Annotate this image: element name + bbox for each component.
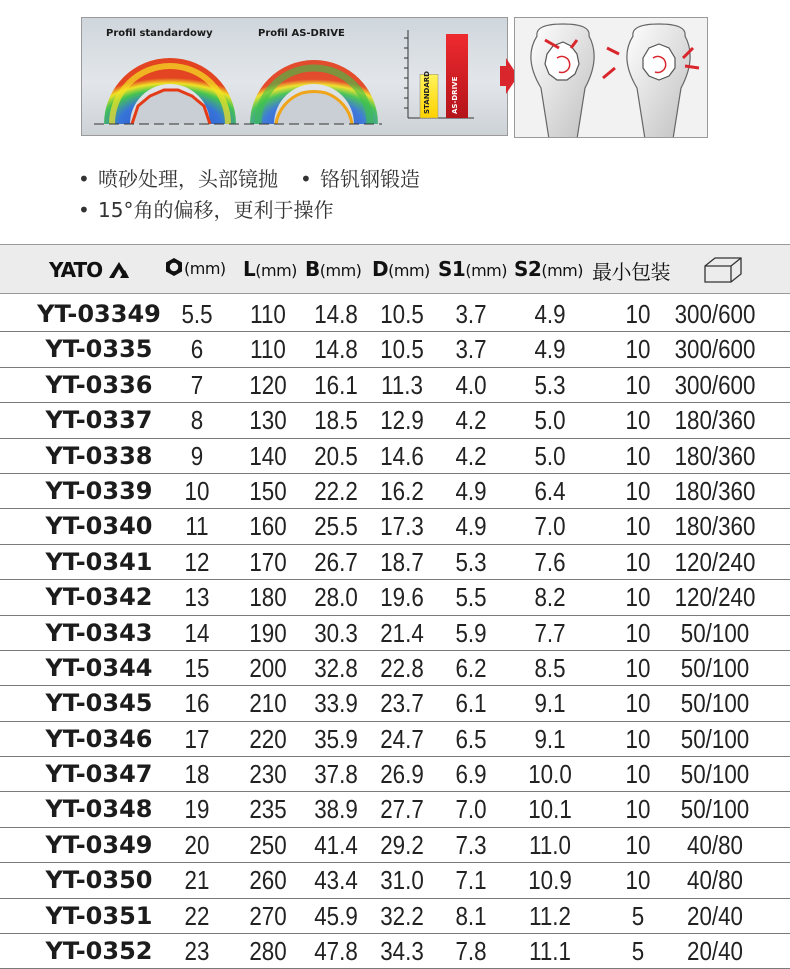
- cell-thickness-S1: 4.2: [455, 405, 487, 436]
- cell-min-pack: 10: [625, 688, 651, 719]
- bullet-row-1: [78, 164, 420, 195]
- header-size: [164, 257, 226, 279]
- cell-thickness-S1: 6.5: [455, 723, 487, 754]
- cell-product-code: YT-0349: [45, 830, 153, 859]
- cell-width-B: 14.8: [314, 299, 358, 329]
- bullet-text: 15°角的偏移，更利于操作: [98, 198, 334, 222]
- cell-depth-D: 32.2: [380, 900, 424, 931]
- box-icon: [702, 255, 744, 285]
- header-B: [305, 257, 361, 281]
- cell-depth-D: 10.5: [380, 299, 424, 329]
- table-row: [0, 297, 790, 332]
- cell-product-code: YT-0339: [45, 476, 153, 505]
- cell-carton-qty: 180/360: [674, 475, 756, 506]
- cell-min-pack: 10: [625, 440, 651, 471]
- cell-thickness-S1: 5.3: [455, 546, 487, 577]
- cell-min-pack: 5: [631, 936, 645, 967]
- cell-product-code: YT-0348: [45, 795, 153, 824]
- cell-size: 8: [190, 405, 204, 436]
- cell-size: 21: [184, 865, 210, 896]
- bullet-row-2: [78, 195, 420, 226]
- table-row: [0, 439, 790, 474]
- cell-thickness-S1: 6.9: [455, 759, 487, 790]
- cell-width-B: 22.2: [314, 475, 358, 506]
- cell-length-L: 130: [249, 405, 287, 436]
- cell-thickness-S2: 5.0: [534, 405, 566, 436]
- header-B-unit: (mm): [319, 261, 362, 280]
- cell-size: 14: [184, 617, 210, 648]
- cell-product-code: YT-0352: [45, 937, 153, 966]
- cell-length-L: 270: [249, 900, 287, 931]
- cell-product-code: YT-0346: [45, 724, 153, 753]
- cell-min-pack: 10: [625, 794, 651, 825]
- cell-length-L: 210: [249, 688, 287, 719]
- cell-thickness-S2: 11.0: [529, 829, 571, 860]
- cell-carton-qty: 180/360: [674, 511, 756, 542]
- table-row: [0, 863, 790, 898]
- spec-table-body: [0, 297, 790, 969]
- cell-width-B: 37.8: [314, 759, 358, 790]
- header-pack: 最小包装: [592, 260, 670, 284]
- header-L-unit: (mm): [255, 261, 297, 280]
- cell-size: 7: [190, 369, 204, 400]
- cell-length-L: 180: [249, 582, 287, 613]
- cell-depth-D: 23.7: [380, 688, 424, 719]
- bullet-text: 喷砂处理，头部镜抛: [98, 167, 278, 191]
- cell-width-B: 30.3: [314, 617, 358, 648]
- cell-min-pack: 10: [625, 405, 651, 436]
- cell-carton-qty: 180/360: [674, 440, 756, 471]
- cell-length-L: 220: [249, 723, 287, 754]
- cell-thickness-S2: 4.9: [534, 334, 566, 365]
- cell-thickness-S2: 5.3: [534, 369, 566, 400]
- cell-width-B: 47.8: [314, 936, 358, 967]
- cell-min-pack: 10: [625, 652, 651, 683]
- cell-thickness-S2: 6.4: [534, 475, 566, 506]
- cell-carton-qty: 300/600: [674, 334, 756, 365]
- header-B-label: B: [305, 257, 320, 281]
- cell-min-pack: 5: [631, 900, 645, 931]
- cell-depth-D: 16.2: [380, 475, 424, 506]
- cell-min-pack: 10: [625, 334, 651, 365]
- cell-width-B: 33.9: [314, 688, 358, 719]
- header-D-unit: (mm): [388, 261, 430, 280]
- header-S2-label: S2: [514, 257, 542, 281]
- cell-depth-D: 34.3: [380, 936, 424, 967]
- cell-length-L: 170: [249, 546, 287, 577]
- header-size-unit: (mm): [184, 259, 226, 278]
- table-row: [0, 403, 790, 438]
- cell-length-L: 200: [249, 652, 287, 683]
- cell-thickness-S2: 7.7: [534, 617, 566, 648]
- cell-length-L: 110: [250, 334, 286, 365]
- cell-thickness-S2: 4.9: [534, 299, 566, 329]
- cell-size: 19: [184, 794, 210, 825]
- header-L: [243, 257, 297, 281]
- cell-depth-D: 22.8: [380, 652, 424, 683]
- cell-carton-qty: 300/600: [674, 299, 756, 329]
- force-diagram: [514, 17, 708, 138]
- cell-thickness-S1: 7.0: [455, 794, 487, 825]
- cell-product-code: YT-0336: [45, 370, 153, 399]
- cell-width-B: 16.1: [314, 369, 358, 400]
- cell-thickness-S2: 5.0: [534, 440, 566, 471]
- cell-width-B: 41.4: [314, 829, 358, 860]
- feature-bullets: [78, 164, 420, 226]
- cell-length-L: 260: [249, 865, 287, 896]
- yato-logo-icon: [108, 261, 130, 279]
- table-row: [0, 757, 790, 792]
- cell-carton-qty: 50/100: [680, 652, 750, 683]
- header-S1-label: S1: [438, 257, 466, 281]
- cell-carton-qty: 50/100: [680, 759, 750, 790]
- bullet-dot: •: [78, 198, 90, 222]
- table-row: [0, 474, 790, 509]
- cell-min-pack: 10: [625, 723, 651, 754]
- standard-profile-label: Profil standardowy: [106, 28, 213, 39]
- cell-product-code: YT-0335: [45, 335, 153, 364]
- cell-min-pack: 10: [625, 299, 651, 329]
- nut-icon: [164, 257, 184, 277]
- cell-thickness-S1: 7.3: [455, 829, 487, 860]
- standard-bar-label: STANDARD: [423, 71, 431, 114]
- cell-depth-D: 29.2: [380, 829, 424, 860]
- cell-product-code: YT-0343: [45, 618, 153, 647]
- table-row: [0, 828, 790, 863]
- header-L-label: L: [243, 257, 256, 281]
- cell-carton-qty: 120/240: [674, 546, 756, 577]
- cell-thickness-S2: 9.1: [534, 688, 566, 719]
- cell-width-B: 32.8: [314, 652, 358, 683]
- cell-depth-D: 18.7: [380, 546, 424, 577]
- cell-thickness-S1: 5.9: [455, 617, 487, 648]
- table-row: [0, 934, 790, 969]
- cell-thickness-S2: 8.2: [534, 582, 566, 613]
- cell-thickness-S2: 10.9: [528, 865, 572, 896]
- cell-thickness-S1: 7.8: [455, 936, 487, 967]
- cell-length-L: 140: [249, 440, 287, 471]
- header-D-label: D: [372, 257, 389, 281]
- cell-length-L: 120: [249, 369, 287, 400]
- table-row: [0, 722, 790, 757]
- cell-min-pack: 10: [625, 617, 651, 648]
- bullet-dot: •: [78, 167, 90, 191]
- wrench-head-standard: [531, 24, 594, 138]
- cell-length-L: 160: [249, 511, 287, 542]
- wrench-head-force-graphic: [515, 18, 708, 138]
- cell-size: 10: [184, 475, 210, 506]
- cell-min-pack: 10: [625, 865, 651, 896]
- header-S2-unit: (mm): [541, 261, 583, 280]
- cell-thickness-S2: 11.2: [529, 900, 571, 931]
- cell-depth-D: 24.7: [380, 723, 424, 754]
- cell-product-code: YT-0345: [45, 689, 153, 718]
- cell-thickness-S2: 7.6: [534, 546, 566, 577]
- cell-depth-D: 10.5: [380, 334, 424, 365]
- cell-carton-qty: 300/600: [674, 369, 756, 400]
- yato-logo-text: YATO: [49, 258, 103, 282]
- table-row: [0, 545, 790, 580]
- table-row: [0, 332, 790, 367]
- cell-thickness-S2: 9.1: [534, 723, 566, 754]
- table-row: [0, 580, 790, 615]
- cell-thickness-S2: 10.0: [528, 759, 572, 790]
- cell-width-B: 20.5: [314, 440, 358, 471]
- table-row: [0, 686, 790, 721]
- cell-size: 17: [184, 723, 210, 754]
- cell-size: 12: [184, 546, 210, 577]
- cell-thickness-S1: 3.7: [455, 334, 487, 365]
- asdrive-profile-label: Profil AS-DRIVE: [258, 28, 345, 39]
- cell-size: 15: [184, 652, 210, 683]
- cell-thickness-S2: 7.0: [534, 511, 566, 542]
- cell-thickness-S1: 4.2: [455, 440, 487, 471]
- cell-depth-D: 17.3: [380, 511, 424, 542]
- cell-min-pack: 10: [625, 511, 651, 542]
- header-S2: [514, 257, 583, 281]
- cell-depth-D: 12.9: [380, 405, 424, 436]
- cell-carton-qty: 120/240: [674, 582, 756, 613]
- cell-thickness-S1: 5.5: [455, 582, 487, 613]
- yato-brand: [49, 258, 130, 282]
- cell-product-code: YT-0341: [45, 547, 153, 576]
- cell-thickness-S1: 6.1: [455, 688, 487, 719]
- header-D: [372, 257, 430, 281]
- cell-width-B: 28.0: [314, 582, 358, 613]
- cell-product-code: YT-0340: [45, 512, 153, 541]
- cell-product-code: YT-03349: [37, 300, 161, 328]
- cell-length-L: 110: [250, 299, 286, 329]
- table-row: [0, 792, 790, 827]
- cell-carton-qty: 50/100: [680, 617, 750, 648]
- cell-carton-qty: 20/40: [687, 936, 743, 967]
- cell-width-B: 25.5: [314, 511, 358, 542]
- cell-product-code: YT-0342: [45, 583, 153, 612]
- cell-product-code: YT-0351: [45, 901, 153, 930]
- comparison-bar-chart: [404, 30, 474, 118]
- table-row: [0, 509, 790, 544]
- cell-width-B: 45.9: [314, 900, 358, 931]
- table-row: [0, 616, 790, 651]
- cell-carton-qty: 180/360: [674, 405, 756, 436]
- table-row: [0, 368, 790, 403]
- cell-thickness-S1: 8.1: [455, 900, 487, 931]
- cell-length-L: 280: [249, 936, 287, 967]
- cell-product-code: YT-0338: [45, 441, 153, 470]
- cell-depth-D: 31.0: [380, 865, 424, 896]
- cell-thickness-S1: 4.9: [455, 475, 487, 506]
- cell-product-code: YT-0347: [45, 760, 153, 789]
- cell-carton-qty: 20/40: [687, 900, 743, 931]
- cell-thickness-S1: 4.0: [455, 369, 487, 400]
- cell-min-pack: 10: [625, 582, 651, 613]
- cell-length-L: 250: [249, 829, 287, 860]
- cell-min-pack: 10: [625, 829, 651, 860]
- cell-width-B: 18.5: [314, 405, 358, 436]
- stress-profile-figure: [81, 17, 508, 136]
- cell-thickness-S1: 4.9: [455, 511, 487, 542]
- cell-thickness-S1: 7.1: [455, 865, 487, 896]
- cell-size: 22: [184, 900, 210, 931]
- cell-min-pack: 10: [625, 369, 651, 400]
- asdrive-profile-ring: [250, 60, 378, 124]
- cell-depth-D: 27.7: [380, 794, 424, 825]
- cell-depth-D: 21.4: [380, 617, 424, 648]
- cell-width-B: 26.7: [314, 546, 358, 577]
- cell-depth-D: 14.6: [380, 440, 424, 471]
- cell-depth-D: 19.6: [380, 582, 424, 613]
- cell-thickness-S1: 3.7: [455, 299, 487, 329]
- cell-length-L: 235: [249, 794, 287, 825]
- cell-product-code: YT-0344: [45, 653, 153, 682]
- standard-profile-ring: [104, 58, 236, 124]
- cell-size: 9: [190, 440, 204, 471]
- cell-size: 20: [184, 829, 210, 860]
- cell-depth-D: 26.9: [380, 759, 424, 790]
- wrench-head-asdrive: [627, 24, 699, 138]
- cell-carton-qty: 40/80: [687, 865, 743, 896]
- cell-carton-qty: 40/80: [687, 829, 743, 860]
- cell-thickness-S2: 11.1: [529, 936, 571, 967]
- bullet-text: 铬钒钢锻造: [320, 167, 420, 191]
- cell-thickness-S1: 6.2: [455, 652, 487, 683]
- cell-thickness-S2: 10.1: [528, 794, 572, 825]
- cell-width-B: 43.4: [314, 865, 358, 896]
- cell-size: 6: [190, 334, 204, 365]
- table-row: [0, 899, 790, 934]
- cell-width-B: 14.8: [314, 334, 358, 365]
- header-S1-unit: (mm): [465, 261, 507, 280]
- cell-size: 18: [184, 759, 210, 790]
- cell-size: 13: [184, 582, 210, 613]
- cell-product-code: YT-0337: [45, 406, 153, 435]
- cell-carton-qty: 50/100: [680, 688, 750, 719]
- cell-min-pack: 10: [625, 475, 651, 506]
- cell-thickness-S2: 8.5: [534, 652, 566, 683]
- cell-length-L: 230: [249, 759, 287, 790]
- cell-carton-qty: 50/100: [680, 723, 750, 754]
- cell-min-pack: 10: [625, 546, 651, 577]
- table-row: [0, 651, 790, 686]
- cell-width-B: 35.9: [314, 723, 358, 754]
- cell-min-pack: 10: [625, 759, 651, 790]
- header-S1: [438, 257, 507, 281]
- bullet-dot: •: [300, 167, 312, 191]
- cell-depth-D: 11.3: [381, 369, 423, 400]
- cell-product-code: YT-0350: [45, 866, 153, 895]
- cell-width-B: 38.9: [314, 794, 358, 825]
- cell-carton-qty: 50/100: [680, 794, 750, 825]
- cell-length-L: 150: [249, 475, 287, 506]
- cell-size: 11: [185, 511, 209, 542]
- asdrive-bar-label: AS-DRIVE: [451, 76, 459, 114]
- cell-size: 16: [184, 688, 210, 719]
- cell-length-L: 190: [249, 617, 287, 648]
- cell-size: 5.5: [181, 299, 213, 329]
- cell-size: 23: [184, 936, 210, 967]
